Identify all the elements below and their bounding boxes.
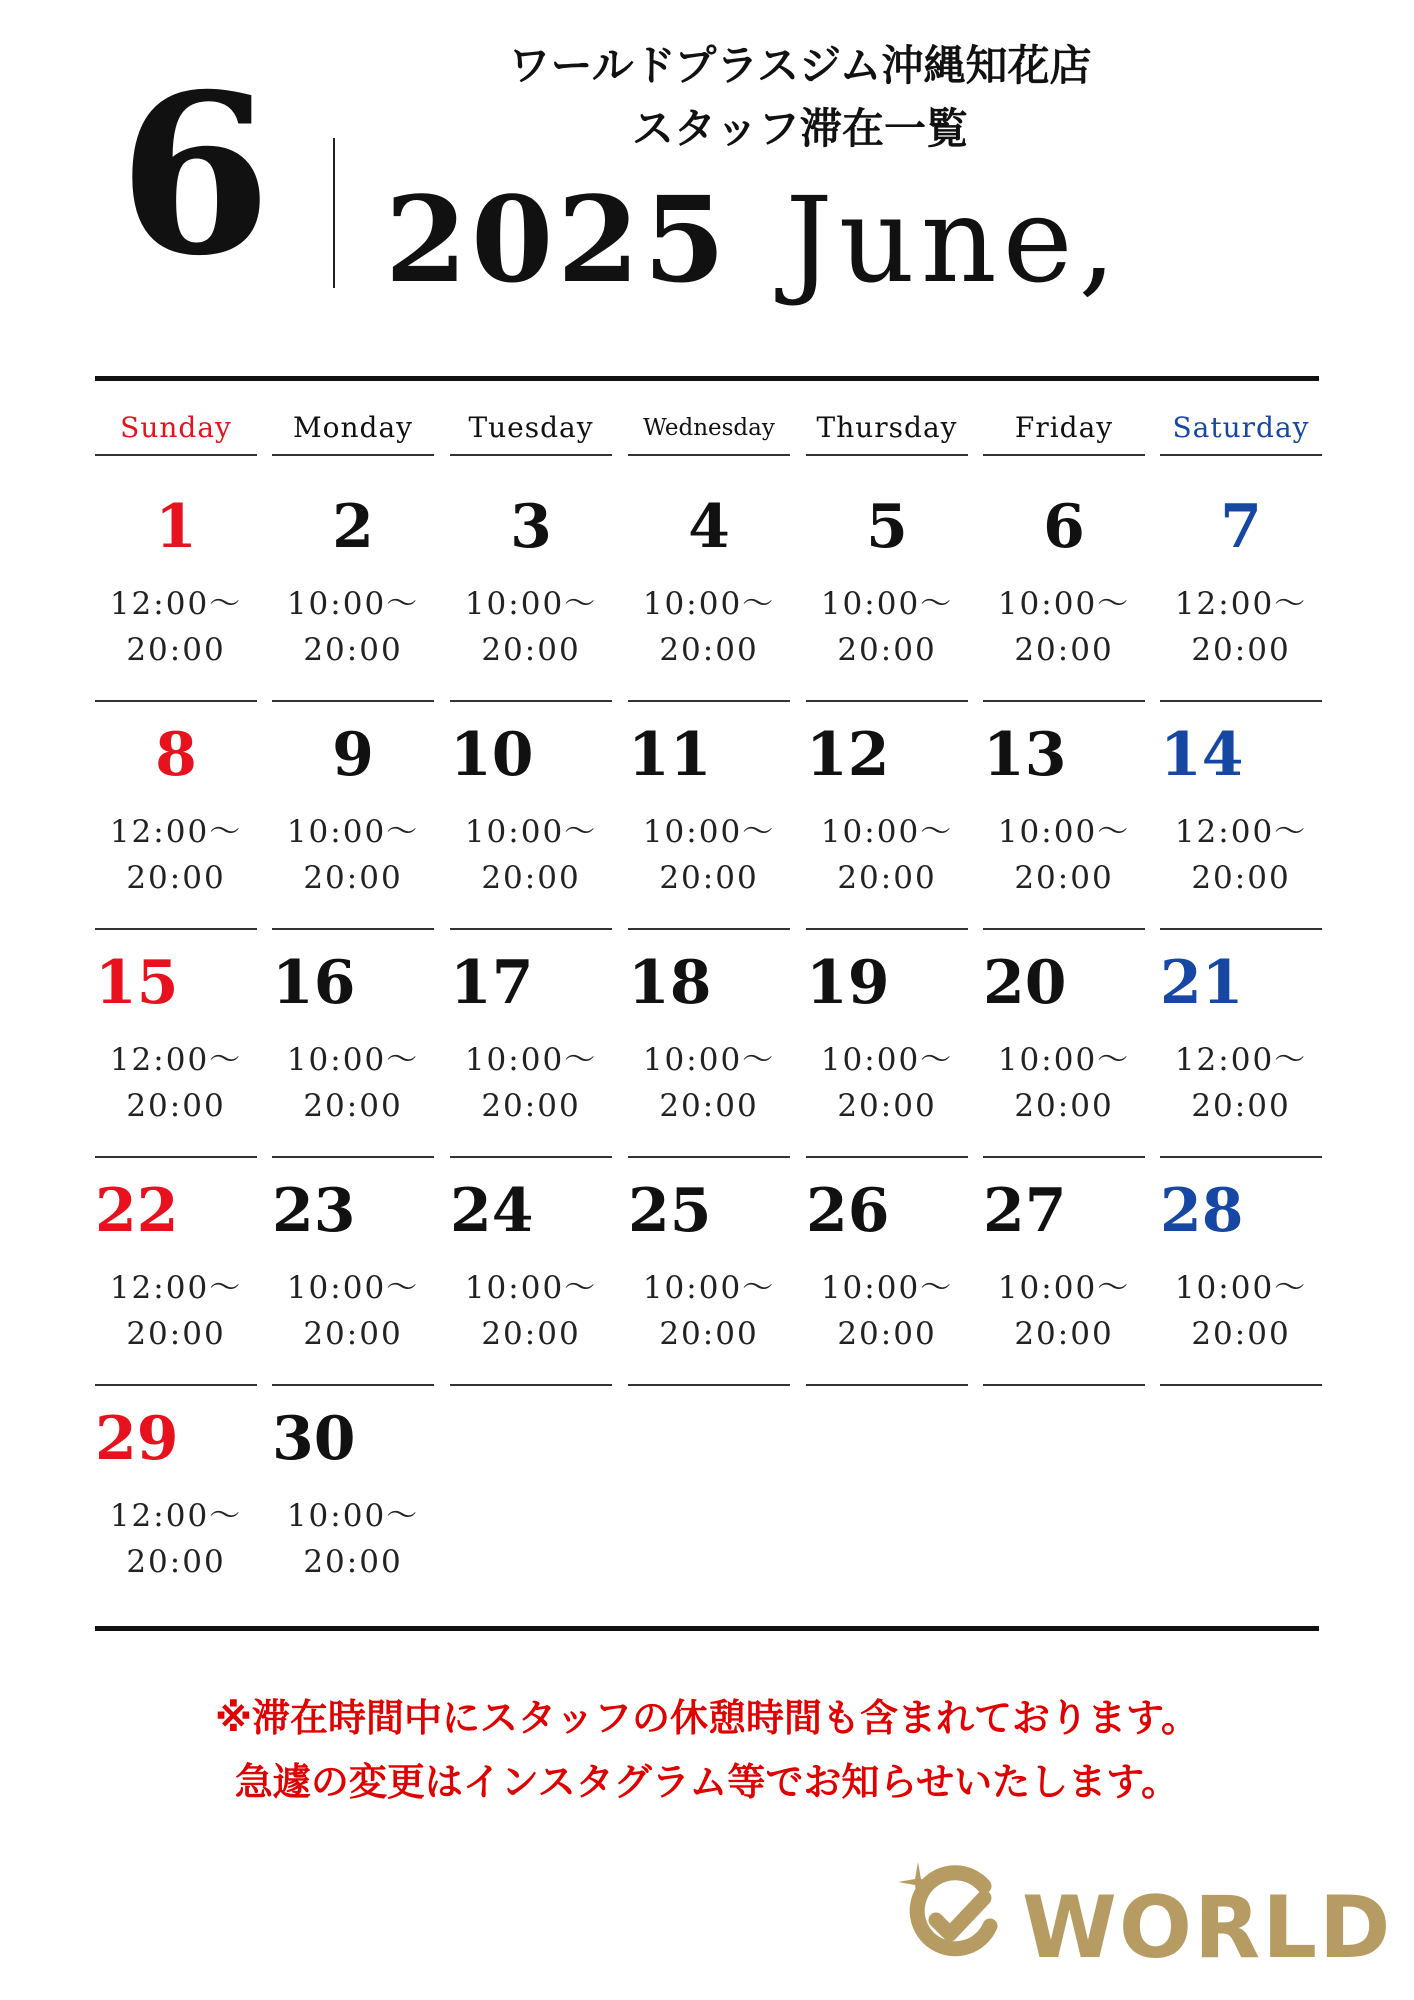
month-name: June, (785, 171, 1123, 309)
start-time: 10:00～ (286, 1270, 420, 1306)
day-number: 12 (806, 720, 890, 790)
start-time: 10:00～ (464, 586, 598, 622)
page-subtitle: スタッフ滞在一覧 (631, 104, 968, 153)
day-cell (272, 1166, 434, 1386)
start-time: 12:00～ (1174, 1042, 1308, 1078)
start-time: 10:00～ (286, 1498, 420, 1534)
cell-divider (983, 1156, 1145, 1158)
cell-divider (272, 1156, 434, 1158)
start-time: 12:00～ (109, 586, 243, 622)
day-cell (806, 482, 968, 702)
end-time: 20:00 (837, 632, 937, 668)
store-name: ワールドプラスジム沖縄知花店 (508, 41, 1092, 90)
cell-divider (983, 928, 1145, 930)
day-cell (450, 710, 612, 930)
cell-divider (806, 1156, 968, 1158)
start-time: 10:00～ (997, 1042, 1131, 1078)
day-number: 4 (688, 492, 730, 562)
start-time: 10:00～ (286, 586, 420, 622)
cell-divider (450, 1384, 612, 1386)
end-time: 20:00 (1014, 860, 1114, 896)
start-time: 10:00～ (997, 1270, 1131, 1306)
day-cell (272, 938, 434, 1158)
end-time: 20:00 (837, 860, 937, 896)
weekday-header-thursday: Thursday (806, 404, 968, 456)
day-number: 20 (983, 948, 1067, 1018)
weekday-header-tuesday: Tuesday (450, 404, 612, 456)
day-number: 7 (1220, 492, 1262, 562)
day-cell (1160, 710, 1322, 930)
day-number: 18 (628, 948, 712, 1018)
weekday-header-friday: Friday (983, 404, 1145, 456)
cell-divider (1160, 928, 1322, 930)
day-cell (272, 710, 434, 930)
day-cell (806, 1166, 968, 1386)
day-number: 28 (1160, 1176, 1244, 1246)
day-cell (95, 1166, 257, 1386)
day-cell (95, 710, 257, 930)
day-number: 26 (806, 1176, 890, 1246)
start-time: 10:00～ (464, 1042, 598, 1078)
day-number: 22 (95, 1176, 179, 1246)
cell-divider (1160, 1156, 1322, 1158)
day-number: 23 (272, 1176, 356, 1246)
day-cell (628, 710, 790, 930)
day-number: 24 (450, 1176, 534, 1246)
end-time: 20:00 (659, 1316, 759, 1352)
day-cell (1160, 938, 1322, 1158)
end-time: 20:00 (1191, 860, 1291, 896)
day-cell (628, 1166, 790, 1386)
day-cell (628, 482, 790, 702)
day-number: 6 (1043, 492, 1085, 562)
day-number: 1 (155, 492, 197, 562)
day-number: 11 (628, 720, 712, 790)
cell-divider (272, 1384, 434, 1386)
end-time: 20:00 (126, 1544, 226, 1580)
cell-divider (1160, 700, 1322, 702)
logo-text: WORLD (1022, 1878, 1393, 1978)
day-cell (1160, 482, 1322, 702)
day-number: 5 (866, 492, 908, 562)
cell-divider (272, 700, 434, 702)
end-time: 20:00 (481, 860, 581, 896)
day-number: 16 (272, 948, 356, 1018)
day-number: 15 (95, 948, 179, 1018)
cell-divider (983, 700, 1145, 702)
cell-divider (272, 928, 434, 930)
end-time: 20:00 (126, 1088, 226, 1124)
day-cell (450, 938, 612, 1158)
day-cell (628, 938, 790, 1158)
day-number: 9 (332, 720, 374, 790)
start-time: 12:00～ (1174, 586, 1308, 622)
end-time: 20:00 (1014, 1088, 1114, 1124)
day-number: 19 (806, 948, 890, 1018)
year-label: 2025 (385, 170, 730, 309)
cell-divider (95, 1156, 257, 1158)
start-time: 10:00～ (997, 814, 1131, 850)
cell-divider (95, 700, 257, 702)
end-time: 20:00 (481, 1316, 581, 1352)
day-number: 10 (450, 720, 534, 790)
start-time: 10:00～ (642, 1042, 776, 1078)
end-time: 20:00 (303, 1544, 403, 1580)
cell-divider (95, 928, 257, 930)
end-time: 20:00 (126, 632, 226, 668)
plus-sparkle-icon (898, 1862, 938, 1902)
cell-divider (983, 1384, 1145, 1386)
end-time: 20:00 (837, 1088, 937, 1124)
day-number: 25 (628, 1176, 712, 1246)
cell-divider (806, 700, 968, 702)
end-time: 20:00 (303, 1316, 403, 1352)
end-time: 20:00 (303, 632, 403, 668)
day-cell (806, 710, 968, 930)
day-number: 2 (332, 492, 374, 562)
cell-divider (806, 928, 968, 930)
end-time: 20:00 (303, 860, 403, 896)
cell-divider (628, 1156, 790, 1158)
cell-divider (1160, 1384, 1322, 1386)
world-logo (898, 1862, 1393, 1978)
notice-line-2: 急遽の変更はインスタグラム等でお知らせいたします。 (234, 1760, 1180, 1804)
end-time: 20:00 (1191, 632, 1291, 668)
notice (80, 1686, 1334, 1814)
notice-line-1: ※滞在時間中にスタッフの休憩時間も含まれております。 (215, 1696, 1199, 1740)
day-number: 27 (983, 1176, 1067, 1246)
day-cell (983, 1166, 1145, 1386)
cell-divider (450, 928, 612, 930)
start-time: 12:00～ (1174, 814, 1308, 850)
cell-divider (450, 700, 612, 702)
start-time: 12:00～ (109, 1270, 243, 1306)
end-time: 20:00 (126, 1316, 226, 1352)
start-time: 10:00～ (820, 1042, 954, 1078)
start-time: 10:00～ (820, 814, 954, 850)
day-cell (983, 938, 1145, 1158)
end-time: 20:00 (126, 860, 226, 896)
start-time: 10:00～ (286, 814, 420, 850)
end-time: 20:00 (1191, 1316, 1291, 1352)
day-number: 17 (450, 948, 534, 1018)
end-time: 20:00 (481, 1088, 581, 1124)
end-time: 20:00 (659, 860, 759, 896)
cell-divider (628, 700, 790, 702)
end-time: 20:00 (837, 1316, 937, 1352)
day-cell (983, 710, 1145, 930)
weekday-header-saturday: Saturday (1160, 404, 1322, 456)
weekday-header-wednesday: Wednesday (628, 404, 790, 456)
bottom-rule (95, 1626, 1319, 1631)
day-cell (806, 938, 968, 1158)
weekday-header-sunday: Sunday (95, 404, 257, 456)
end-time: 20:00 (1191, 1088, 1291, 1124)
day-cell (95, 938, 257, 1158)
day-number: 14 (1160, 720, 1244, 790)
day-cell (1160, 1166, 1322, 1386)
day-cell (983, 482, 1145, 702)
start-time: 12:00～ (109, 814, 243, 850)
start-time: 10:00～ (642, 1270, 776, 1306)
cell-divider (628, 1384, 790, 1386)
day-number: 13 (983, 720, 1067, 790)
day-number: 29 (95, 1404, 179, 1474)
cell-divider (450, 1156, 612, 1158)
end-time: 20:00 (659, 1088, 759, 1124)
start-time: 10:00～ (642, 586, 776, 622)
day-number: 3 (510, 492, 552, 562)
end-time: 20:00 (303, 1088, 403, 1124)
start-time: 10:00～ (464, 814, 598, 850)
start-time: 10:00～ (820, 1270, 954, 1306)
cell-divider (95, 1384, 257, 1386)
cell-divider (806, 1384, 968, 1386)
day-cell (272, 482, 434, 702)
day-cell (272, 1394, 434, 1614)
month-number: 6 (118, 45, 272, 304)
day-cell (95, 482, 257, 702)
day-number: 21 (1160, 948, 1244, 1018)
day-cell (450, 1166, 612, 1386)
start-time: 12:00～ (109, 1042, 243, 1078)
day-number: 8 (155, 720, 197, 790)
start-time: 12:00～ (109, 1498, 243, 1534)
cell-divider (628, 928, 790, 930)
start-time: 10:00～ (820, 586, 954, 622)
day-cell (95, 1394, 257, 1614)
end-time: 20:00 (1014, 1316, 1114, 1352)
day-cell (450, 482, 612, 702)
start-time: 10:00～ (1174, 1270, 1308, 1306)
end-time: 20:00 (659, 632, 759, 668)
start-time: 10:00～ (997, 586, 1131, 622)
start-time: 10:00～ (286, 1042, 420, 1078)
end-time: 20:00 (481, 632, 581, 668)
weekday-header-monday: Monday (272, 404, 434, 456)
start-time: 10:00～ (642, 814, 776, 850)
day-number: 30 (272, 1404, 356, 1474)
start-time: 10:00～ (464, 1270, 598, 1306)
end-time: 20:00 (1014, 632, 1114, 668)
